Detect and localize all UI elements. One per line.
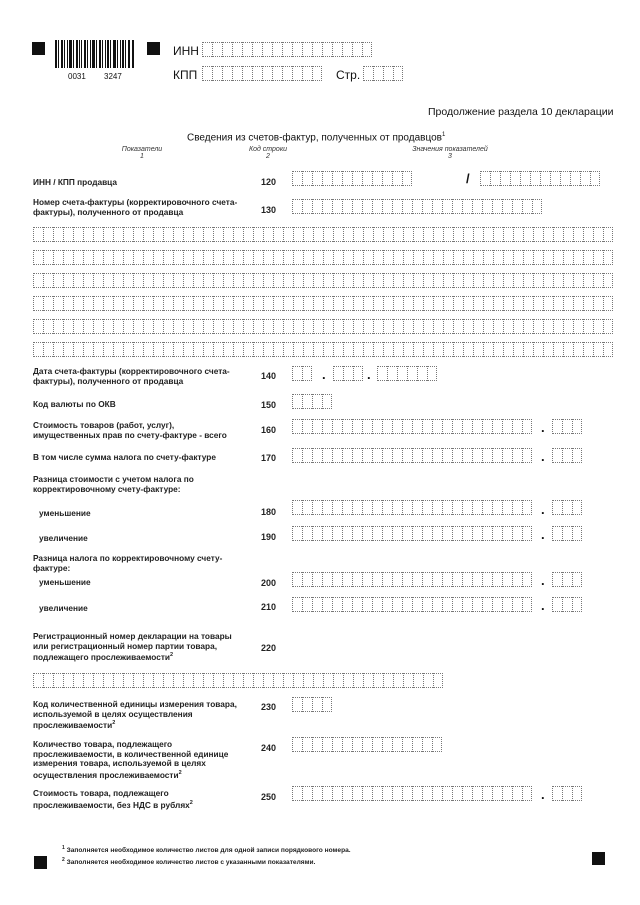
row-label-130: Номер счета-фактуры (корректировочного счета-фактуры), полученного от продавца [33, 197, 238, 217]
total-cost-kopecks-field[interactable] [552, 419, 582, 434]
corner-mark-bottom-right [592, 852, 605, 865]
row-code-140: 140 [261, 371, 277, 381]
row-label-250: Стоимость товара, подлежащего прослеживаемости, без НДС в рублях$^2$ [33, 788, 193, 810]
corner-mark-bottom-left [34, 856, 47, 869]
row-code-210: 210 [261, 602, 277, 612]
row-label-180: уменьшение [39, 508, 91, 518]
column-header-1: Показатели 1 [121, 146, 163, 160]
invoice-number-field-1[interactable] [292, 199, 542, 214]
traceable-cost-field[interactable] [292, 786, 532, 801]
total-cost-field[interactable] [292, 419, 532, 434]
barcode-number-left: 0031 [68, 72, 86, 81]
tax-decrease-kopecks-field[interactable] [552, 572, 582, 587]
page-label: Стр. [336, 68, 361, 82]
date-separator: . [367, 367, 371, 382]
row-code-160: 160 [261, 425, 277, 435]
row-code-250: 250 [261, 792, 277, 802]
invoice-number-field-6[interactable] [33, 319, 613, 334]
kpp-field[interactable] [202, 66, 322, 81]
column-header-2: Код строки 2 [248, 146, 288, 160]
continuation-title: Продолжение раздела 10 декларации [428, 106, 614, 118]
row-label-160: Стоимость товаров (работ, услуг), имущественных прав по счету-фактуре - всего [33, 420, 227, 440]
date-day-field[interactable] [292, 366, 312, 381]
traceable-cost-kopecks-field[interactable] [552, 786, 582, 801]
cost-difference-heading: Разница стоимости с учетом налога по корректировочному счету-фактуре: [33, 474, 194, 494]
declaration-number-field[interactable] [33, 673, 443, 688]
inn-kpp-slash: / [466, 171, 470, 186]
row-label-140: Дата счета-фактуры (корректировочного счета-фактуры), полученного от продавца [33, 366, 230, 386]
tax-decrease-field[interactable] [292, 572, 532, 587]
decimal-separator: . [541, 598, 545, 613]
unit-code-field[interactable] [292, 697, 332, 712]
decimal-separator: . [541, 573, 545, 588]
invoice-number-field-3[interactable] [33, 250, 613, 265]
corner-mark-top-right [147, 42, 160, 55]
cost-increase-kopecks-field[interactable] [552, 526, 582, 541]
row-code-120: 120 [261, 177, 277, 187]
decimal-separator: . [541, 502, 545, 517]
kpp-label: КПП [173, 68, 198, 82]
cost-decrease-kopecks-field[interactable] [552, 500, 582, 515]
date-separator: . [322, 367, 326, 382]
decimal-separator: . [541, 787, 545, 802]
row-label-230: Код количественной единицы измерения товара, используемой в целях осуществления прослеживаемости$^2$ [33, 699, 237, 730]
date-month-field[interactable] [333, 366, 363, 381]
row-code-170: 170 [261, 453, 277, 463]
row-label-120: ИНН / КПП продавца [33, 177, 117, 187]
row-code-230: 230 [261, 702, 277, 712]
tax-increase-kopecks-field[interactable] [552, 597, 582, 612]
row-label-210: увеличение [39, 603, 88, 613]
corner-mark-top-left [32, 42, 45, 55]
row-label-220: Регистрационный номер декларации на товары или регистрационный номер партии товара, подлежащего прослеживаемости$^2$ [33, 631, 232, 662]
row-label-150: Код валюты по ОКВ [33, 399, 116, 409]
inn-label: ИНН [173, 44, 199, 58]
page-number-field[interactable] [363, 66, 403, 81]
row-code-240: 240 [261, 743, 277, 753]
column-header-3: Значения показателей 3 [412, 146, 488, 160]
tax-increase-field[interactable] [292, 597, 532, 612]
row-label-240: Количество товара, подлежащего прослеживаемости, в количественной единице измерения товара, используемой в целях осуществления прослеживаемости$^2$ [33, 739, 229, 780]
tax-difference-heading: Разница налога по корректировочному счету-фактуре: [33, 553, 223, 573]
cost-increase-field[interactable] [292, 526, 532, 541]
invoice-number-field-7[interactable] [33, 342, 613, 357]
row-code-220: 220 [261, 643, 277, 653]
cost-decrease-field[interactable] [292, 500, 532, 515]
tax-amount-kopecks-field[interactable] [552, 448, 582, 463]
invoice-number-field-5[interactable] [33, 296, 613, 311]
inn-field[interactable] [202, 42, 372, 57]
seller-inn-field[interactable] [292, 171, 412, 186]
barcode-number-right: 3247 [104, 72, 122, 81]
decimal-separator: . [541, 449, 545, 464]
barcode [55, 40, 135, 70]
invoice-number-field-4[interactable] [33, 273, 613, 288]
row-code-200: 200 [261, 578, 277, 588]
quantity-field[interactable] [292, 737, 442, 752]
currency-code-field[interactable] [292, 394, 332, 409]
footnote-1: $^1$ Заполняется необходимое количество листов для одной записи порядкового номера. [62, 845, 351, 855]
decimal-separator: . [541, 527, 545, 542]
row-code-130: 130 [261, 205, 277, 215]
row-code-150: 150 [261, 400, 277, 410]
invoice-number-field-2[interactable] [33, 227, 613, 242]
footnote-2: $^2$ Заполняется необходимое количество листов с указанными показателями. [62, 857, 316, 867]
decimal-separator: . [541, 420, 545, 435]
row-label-170: В том числе сумма налога по счету-фактуре [33, 452, 216, 462]
section-title: Сведения из счетов-фактур, полученных от продавцов$^1$ [187, 132, 446, 144]
row-label-190: увеличение [39, 533, 88, 543]
seller-kpp-field[interactable] [480, 171, 600, 186]
date-year-field[interactable] [377, 366, 437, 381]
row-label-200: уменьшение [39, 577, 91, 587]
row-code-180: 180 [261, 507, 277, 517]
row-code-190: 190 [261, 532, 277, 542]
tax-amount-field[interactable] [292, 448, 532, 463]
